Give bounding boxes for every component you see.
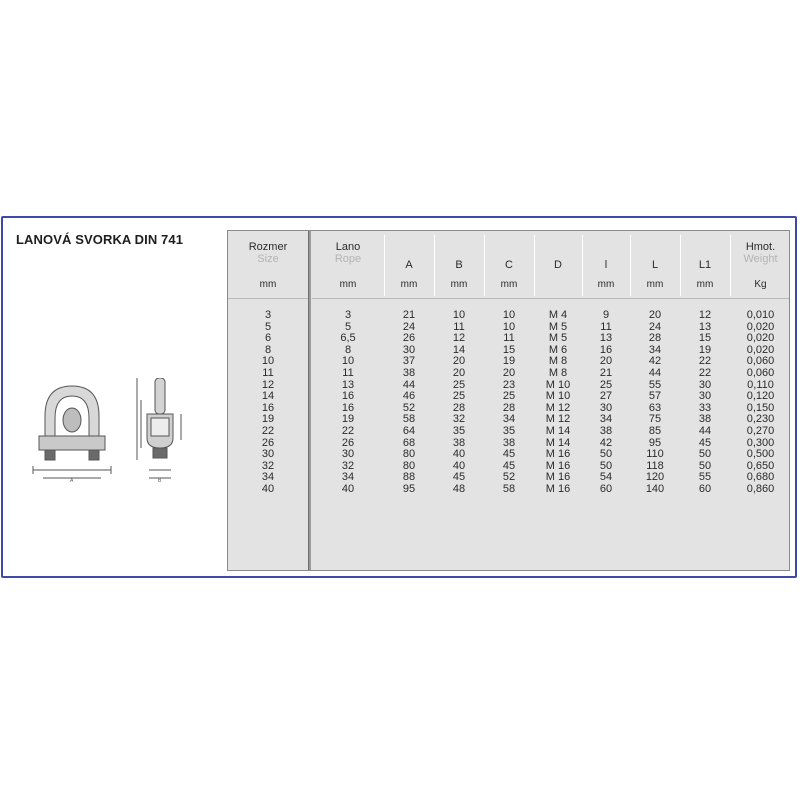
table-cell: 12 [698,309,712,321]
table-cell: 11 [503,332,515,345]
column-values [534,310,582,496]
table-cell: 16 [341,401,355,414]
table-cell: 38 [599,424,613,437]
column-header-english: Weight [743,253,778,265]
front-view [33,386,111,484]
table-cell: 60 [599,482,613,495]
table-cell: 19 [341,413,355,426]
spec-table [227,230,790,571]
table-cell: 64 [402,424,416,437]
table-cell: 44 [648,366,662,379]
column-d [534,231,582,570]
table-cell: 26 [341,436,355,449]
table-cell: 19 [698,343,712,356]
table-cell: 32 [261,459,275,472]
column-b [434,231,484,570]
column-size [228,231,308,570]
table-cell: 0,270 [746,424,775,437]
table-cell: 5 [344,320,352,333]
dim-b-label: B [158,478,162,484]
table-cell: 0,680 [746,471,775,484]
table-cell: 58 [502,482,516,495]
table-cell: 0,020 [746,332,775,345]
table-cell: M 12 [545,413,571,426]
table-cell: 68 [402,436,416,449]
table-cell: 13 [341,378,355,391]
table-cell: 50 [698,459,712,472]
table-cell: 80 [402,448,416,461]
table-cell: 0,120 [746,390,775,403]
table-cell: 22 [698,366,712,379]
column-header: Lano [335,241,361,253]
table-cell: M 4 [548,309,568,321]
table-cell: 19 [261,413,275,426]
table-cell: 0,020 [746,320,775,333]
table-cell: 45 [698,436,712,449]
table-cell: 95 [648,436,662,449]
table-cell: 34 [261,471,275,484]
column-l [582,231,630,570]
table-cell: 8 [264,343,272,356]
table-cell: 11 [342,366,354,379]
table-cell: M 10 [545,390,571,403]
table-cell: 44 [402,378,416,391]
table-cell: 30 [261,448,275,461]
column-header-english: Size [257,253,279,265]
table-cell: 20 [502,366,516,379]
table-cell: 0,110 [747,378,774,391]
table-cell: M 16 [545,448,571,461]
table-cell: 25 [452,390,466,403]
table-cell: 63 [648,401,662,414]
table-cell: 0,010 [746,309,775,321]
table-cell: 38 [698,413,712,426]
table-cell: 42 [599,436,613,449]
table-cell: M 12 [545,401,571,414]
table-cell: 16 [341,390,355,403]
column-header: l [604,259,608,271]
table-cell: 8 [344,343,352,356]
table-cell: 28 [502,401,516,414]
column-unit: mm [400,279,418,290]
table-cell: 110 [646,448,664,461]
side-view [137,378,181,484]
table-cell: 21 [599,366,613,379]
table-cell: M 16 [545,471,571,484]
table-cell: 34 [341,471,355,484]
table-cell: 50 [599,448,613,461]
table-cell: 120 [645,471,665,484]
table-cell: 12 [261,378,275,391]
table-cell: 20 [452,366,466,379]
table-cell: 30 [341,448,355,461]
table-cell: 25 [502,390,516,403]
column-a [384,231,434,570]
table-cell: 26 [261,436,275,449]
table-cell: 75 [648,413,662,426]
table-cell: 38 [452,436,466,449]
table-cell: 21 [402,309,416,321]
table-cell: 14 [261,390,275,403]
table-cell: 9 [602,309,610,321]
table-cell: 34 [648,343,662,356]
table-cell: 6,5 [340,332,356,345]
table-cell: 40 [452,459,466,472]
column-values [730,310,791,496]
column-values [582,310,630,496]
table-cell: 0,860 [746,482,775,495]
table-cell: 33 [698,401,712,414]
column-header: A [405,259,413,271]
table-cell: 13 [698,320,712,333]
table-cell: 52 [502,471,516,484]
table-cell: 22 [698,355,712,368]
column-unit: Kg [754,279,767,290]
table-cell: 15 [698,332,712,345]
table-cell: 60 [698,482,712,495]
table-cell: 34 [502,413,516,426]
table-cell: 95 [402,482,416,495]
table-cell: M 16 [545,482,571,495]
table-cell: M 8 [548,355,568,368]
table-cell: 0,230 [746,413,775,426]
table-cell: 16 [261,401,275,414]
table-cell: M 8 [548,366,568,379]
table-cell: 0,300 [746,436,775,449]
table-cell: 40 [452,448,466,461]
table-cell: 5 [264,320,272,333]
column-values [384,310,434,496]
table-cell: M 5 [548,332,568,345]
column-l1 [680,231,730,570]
table-cell: 28 [648,332,662,345]
table-cell: 3 [264,309,272,321]
table-cell: 88 [402,471,416,484]
table-cell: 44 [698,424,712,437]
table-cell: 42 [648,355,662,368]
column-header: Rozmer [248,241,288,253]
table-cell: 23 [502,378,516,391]
table-cell: 50 [599,459,613,472]
table-cell: 10 [502,309,516,321]
table-cell: 50 [698,448,712,461]
table-cell: 58 [402,413,416,426]
column-unit: mm [450,279,468,290]
table-cell: 140 [645,482,665,495]
table-cell: 22 [261,424,275,437]
table-cell: 38 [502,436,516,449]
table-cell: 13 [599,332,613,345]
table-cell: 25 [599,378,613,391]
table-cell: 6 [264,332,272,345]
table-cell: 22 [341,424,355,437]
column-values [484,310,534,496]
dim-a-label: A [70,478,74,484]
table-cell: M 14 [545,424,571,437]
table-cell: 28 [452,401,466,414]
table-cell: 45 [452,471,466,484]
table-cell: 46 [402,390,416,403]
table-cell: 54 [599,471,613,484]
column-rope [312,231,384,570]
table-cell: 48 [452,482,466,495]
table-cell: 0,060 [746,355,775,368]
table-cell: 40 [261,482,275,495]
table-cell: 45 [502,459,516,472]
table-cell: 20 [648,309,662,321]
table-cell: 14 [452,343,466,356]
table-cell: 11 [453,320,465,333]
column-header: L1 [698,259,712,271]
product-title: LANOVÁ SVORKA DIN 741 [16,232,184,247]
table-cell: 0,500 [746,448,775,461]
table-cell: 26 [402,332,416,345]
table-cell: 80 [402,459,416,472]
column-header-english: Rope [334,253,362,265]
table-cell: 24 [648,320,662,333]
table-cell: 10 [341,355,355,368]
table-cell: 25 [452,378,466,391]
table-cell: 35 [452,424,466,437]
table-cell: 85 [648,424,662,437]
table-cell: 15 [502,343,516,356]
table-cell: 24 [402,320,416,333]
table-cell: 16 [599,343,613,356]
column-unit: mm [339,279,357,290]
column-values [630,310,680,496]
table-cell: 19 [502,355,516,368]
column-unit: mm [259,279,277,290]
table-cell: M 6 [548,343,568,356]
column-values [312,310,384,496]
table-cell: 10 [502,320,516,333]
table-cell: 55 [648,378,662,391]
column-values [434,310,484,496]
column-values [680,310,730,496]
column-header: D [554,259,562,271]
table-cell: 57 [648,390,662,403]
table-cell: 40 [341,482,355,495]
table-cell: 32 [341,459,355,472]
table-cell: 30 [698,378,712,391]
table-cell: 27 [599,390,613,403]
table-cell: 30 [402,343,416,356]
table-cell: 45 [502,448,516,461]
table-cell: 30 [599,401,613,414]
table-cell: M 10 [545,378,571,391]
table-cell: 20 [452,355,466,368]
table-cell: 0,150 [746,401,775,414]
column-header: L [651,259,659,271]
column-unit: mm [646,279,664,290]
table-cell: 55 [698,471,712,484]
table-cell: 118 [646,459,664,472]
column-values [228,310,308,496]
table-cell: 0,650 [746,459,775,472]
column-separator [308,231,311,570]
column-unit: mm [696,279,714,290]
table-cell: 0,060 [746,366,775,379]
table-cell: 10 [452,309,466,321]
table-cell: M 14 [545,436,571,449]
table-cell: 38 [402,366,416,379]
column-l [630,231,680,570]
column-c [484,231,534,570]
product-card [1,216,797,578]
column-unit: mm [500,279,518,290]
column-weight [730,231,791,570]
table-cell: 37 [402,355,416,368]
column-header: Hmot. [745,241,776,253]
table-cell: M 5 [548,320,568,333]
table-cell: 11 [600,320,612,333]
table-cell: 12 [452,332,466,345]
column-header: B [455,259,463,271]
table-cell: 10 [261,355,275,368]
column-unit: mm [597,279,615,290]
table-cell: 0,020 [746,343,775,356]
table-cell: 20 [599,355,613,368]
table-cell: 52 [402,401,416,414]
column-header: C [505,259,513,271]
table-cell: 35 [502,424,516,437]
table-cell: 32 [452,413,466,426]
wire-rope-clip-drawing [31,378,201,498]
table-cell: 34 [599,413,613,426]
table-cell: M 16 [545,459,571,472]
table-cell: 30 [698,390,712,403]
table-cell: 3 [344,309,352,321]
table-cell: 11 [262,366,274,379]
